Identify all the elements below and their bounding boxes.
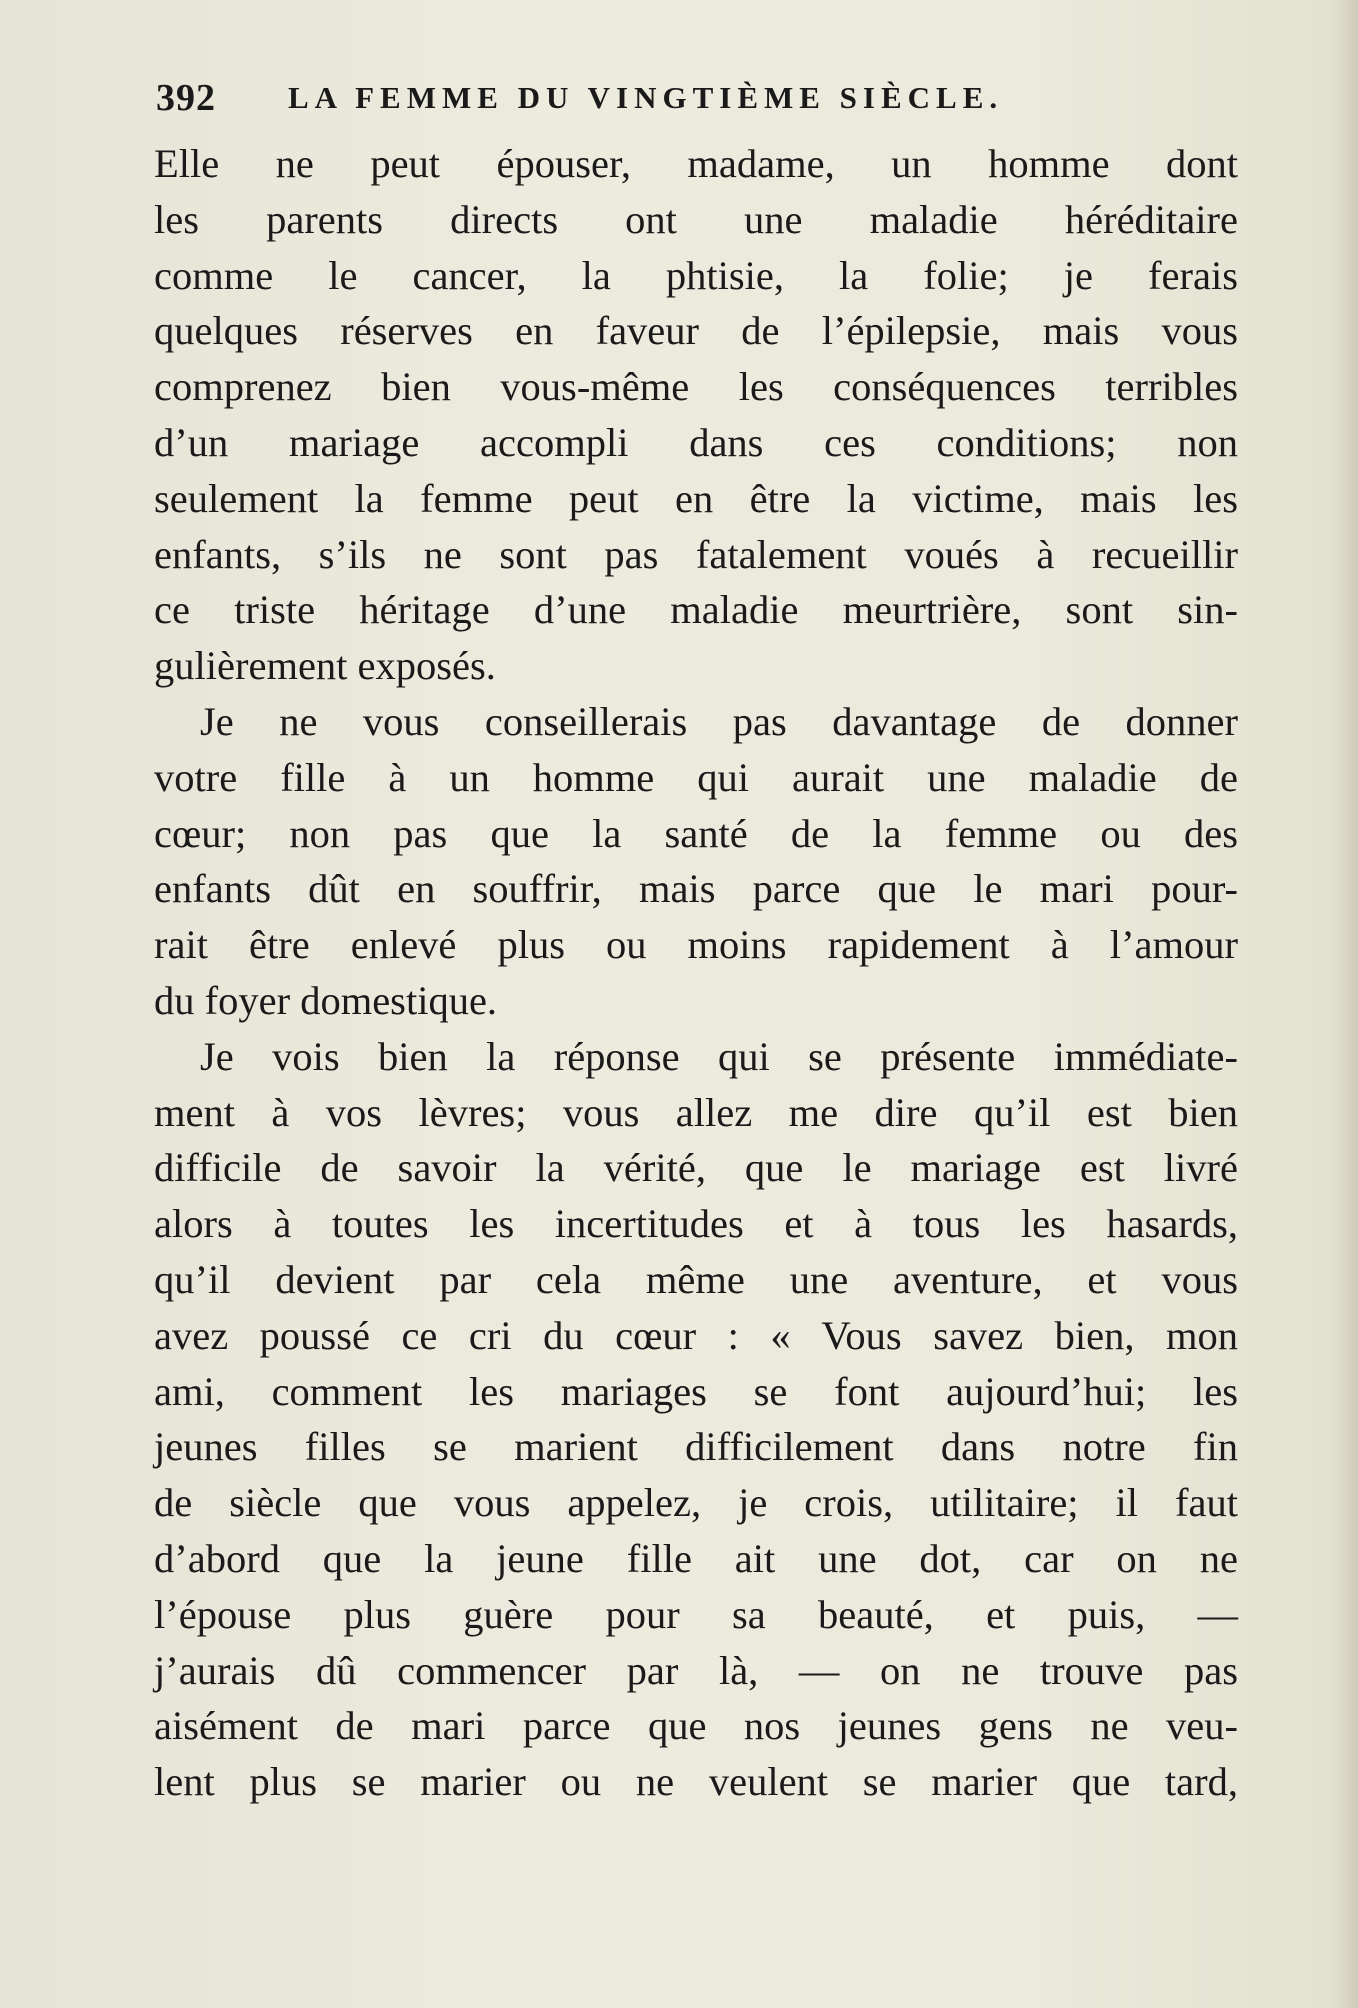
page-edge-shadow <box>1332 0 1358 2008</box>
text-line: comprenez bien vous-même les conséquences terribles <box>154 364 1238 410</box>
text-line: Je vois bien la réponse qui se présente immédiate- <box>200 1033 1238 1079</box>
text-line: les parents directs ont une maladie héréditaire <box>154 196 1238 242</box>
text-line: d’un mariage accompli dans ces conditions; non <box>154 419 1238 465</box>
text-line: du foyer domestique. <box>154 977 498 1023</box>
text-line: alors à toutes les incertitudes et à tous les hasards, <box>154 1201 1238 1247</box>
paragraph-1 <box>154 136 1238 694</box>
text-line: cœur; non pas que la santé de la femme ou des <box>154 810 1238 856</box>
text-line: seulement la femme peut en être la victime, mais les <box>154 475 1238 521</box>
paragraph-3 <box>154 1029 1238 1810</box>
text-line: comme le cancer, la phtisie, la folie; je ferais <box>154 252 1238 298</box>
text-line: votre fille à un homme qui aurait une maladie de <box>154 754 1238 800</box>
text-line: Elle ne peut épouser, madame, un homme dont <box>154 141 1238 186</box>
text-line: enfants dût en souffrir, mais parce que le mari pour- <box>154 866 1238 912</box>
text-line: qu’il devient par cela même une aventure, et vous <box>154 1256 1238 1302</box>
running-title: LA FEMME DU VINGTIÈME SIÈCLE. <box>288 80 1004 115</box>
text-line: enfants, s’ils ne sont pas fatalement voués à recueillir <box>154 531 1238 577</box>
body-text <box>154 136 1238 1810</box>
text-line: d’abord que la jeune fille ait une dot, car on ne <box>154 1535 1238 1581</box>
text-line: l’épouse plus guère pour sa beauté, et puis, — <box>154 1591 1238 1637</box>
text-line: jeunes filles se marient difficilement dans notre fin <box>154 1424 1238 1470</box>
text-line: ment à vos lèvres; vous allez me dire qu’il est bien <box>154 1089 1238 1135</box>
text-line: difficile de savoir la vérité, que le mariage est livré <box>154 1145 1238 1191</box>
page-number: 392 <box>156 77 216 119</box>
text-line: rait être enlevé plus ou moins rapidement à l’amour <box>154 922 1238 968</box>
text-line: avez poussé ce cri du cœur : « Vous savez bien, mon <box>154 1312 1238 1358</box>
text-line: de siècle que vous appelez, je crois, utilitaire; il faut <box>154 1480 1238 1526</box>
paragraph-2 <box>154 694 1238 1029</box>
text-line: j’aurais dû commencer par là, — on ne trouve pas <box>154 1647 1238 1693</box>
text-line: ce triste héritage d’une maladie meurtrière, sont sin- <box>154 587 1238 633</box>
text-line: lent plus se marier ou ne veulent se marier que tard, <box>154 1759 1238 1805</box>
text-line: gulièrement exposés. <box>154 643 496 689</box>
running-header <box>156 76 1236 128</box>
text-line: Je ne vous conseillerais pas davantage de donner <box>200 698 1238 744</box>
text-line: quelques réserves en faveur de l’épilepsie, mais vous <box>154 308 1238 354</box>
text-line: aisément de mari parce que nos jeunes gens ne veu- <box>154 1703 1238 1749</box>
text-line: ami, comment les mariages se font aujourd’hui; les <box>154 1368 1238 1414</box>
